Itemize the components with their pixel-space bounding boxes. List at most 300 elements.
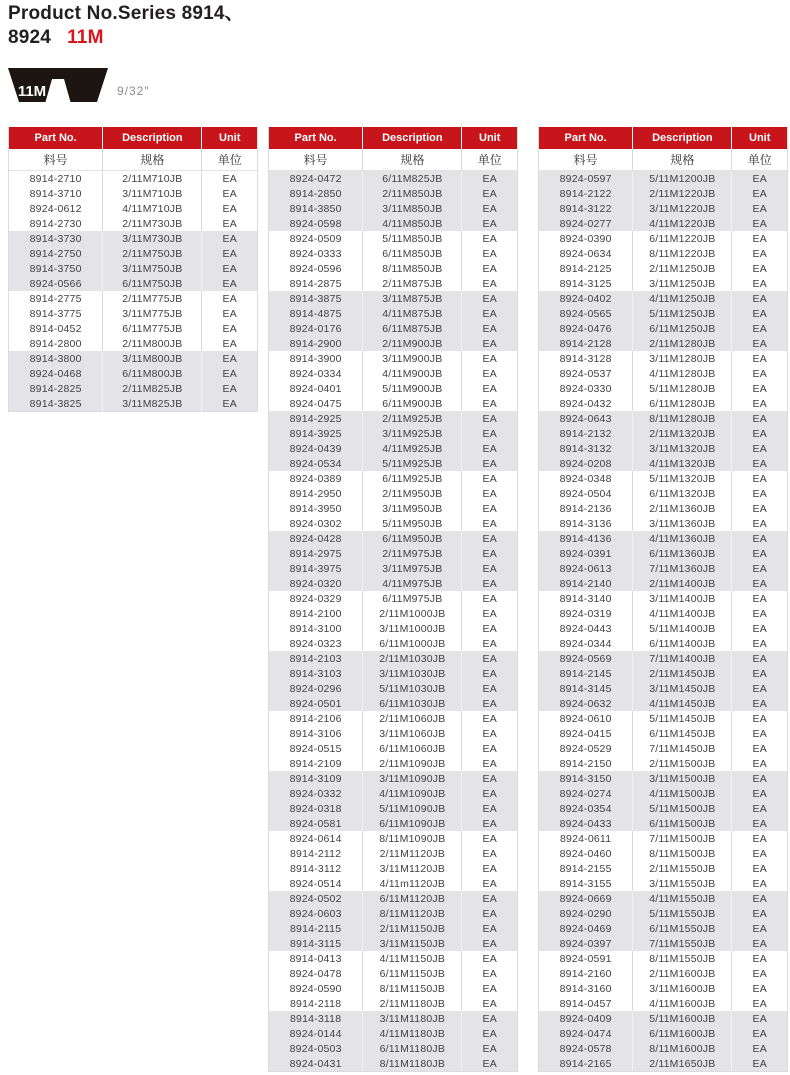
part-no-cell: 8914-2132 <box>539 426 633 441</box>
part-no-cell: 8914-0457 <box>539 996 633 1011</box>
part-no-cell: 8914-0413 <box>269 951 363 966</box>
description-cell: 8/11M1220JB <box>633 246 732 261</box>
description-cell: 6/11M1320JB <box>633 486 732 501</box>
unit-cell: EA <box>222 292 237 305</box>
table-row <box>269 576 517 591</box>
unit-cell: EA <box>752 712 767 725</box>
table-row <box>269 801 517 816</box>
unit-cell: EA <box>222 352 237 365</box>
table-row <box>539 696 787 711</box>
table-row <box>9 201 257 216</box>
unit-cell: EA <box>482 967 497 980</box>
part-no-cell: 8914-3115 <box>269 936 363 951</box>
part-no-cell: 8924-0290 <box>539 906 633 921</box>
description-cell: 4/11M1250JB <box>633 291 732 306</box>
table-row <box>539 981 787 996</box>
table-row <box>539 1011 787 1026</box>
description-cell: 3/11M800JB <box>103 351 202 366</box>
unit-cell: EA <box>752 817 767 830</box>
description-cell: 3/11M1400JB <box>633 591 732 606</box>
unit-cell: EA <box>222 232 237 245</box>
unit-cell: EA <box>752 232 767 245</box>
table-row <box>539 186 787 201</box>
unit-cell: EA <box>482 202 497 215</box>
unit-cell: EA <box>752 577 767 590</box>
col-header-unit: Unit <box>219 132 241 144</box>
unit-cell: EA <box>752 412 767 425</box>
part-no-cell: 8914-2106 <box>269 711 363 726</box>
table-row <box>269 891 517 906</box>
table-row <box>539 861 787 876</box>
part-no-cell: 8914-3710 <box>9 186 103 201</box>
description-cell: 6/11M1280JB <box>633 396 732 411</box>
unit-cell: EA <box>482 697 497 710</box>
description-cell: 6/11M1060JB <box>363 741 462 756</box>
unit-cell: EA <box>752 952 767 965</box>
part-no-cell: 8914-3825 <box>9 396 103 411</box>
description-cell: 3/11M900JB <box>363 351 462 366</box>
description-cell: 8/11M1500JB <box>633 846 732 861</box>
unit-cell: EA <box>752 802 767 815</box>
part-no-cell: 8914-3730 <box>9 231 103 246</box>
table-row <box>539 351 787 366</box>
unit-cell: EA <box>752 517 767 530</box>
part-no-cell: 8924-0348 <box>539 471 633 486</box>
unit-cell: EA <box>482 172 497 185</box>
unit-cell: EA <box>752 1042 767 1055</box>
part-no-cell: 8914-2950 <box>269 486 363 501</box>
description-cell: 2/11M1180JB <box>363 996 462 1011</box>
part-no-cell: 8914-3150 <box>539 771 633 786</box>
description-cell: 8/11M1090JB <box>363 831 462 846</box>
unit-cell: EA <box>752 397 767 410</box>
description-cell: 3/11M1360JB <box>633 516 732 531</box>
part-no-cell: 8924-0514 <box>269 876 363 891</box>
description-cell: 7/11M1500JB <box>633 831 732 846</box>
table-row <box>269 786 517 801</box>
description-cell: 6/11M875JB <box>363 321 462 336</box>
description-cell: 2/11M875JB <box>363 276 462 291</box>
table-row <box>539 231 787 246</box>
table-row <box>539 846 787 861</box>
description-cell: 2/11M1280JB <box>633 336 732 351</box>
table-subheader-row <box>539 149 787 171</box>
table-row <box>539 786 787 801</box>
part-no-cell: 8924-0460 <box>539 846 633 861</box>
unit-cell: EA <box>482 997 497 1010</box>
table-row <box>9 306 257 321</box>
table-row <box>539 276 787 291</box>
table-row <box>269 411 517 426</box>
table-row <box>9 231 257 246</box>
description-cell: 2/11M1120JB <box>363 846 462 861</box>
part-no-cell: 8914-3118 <box>269 1011 363 1026</box>
part-no-cell: 8924-0503 <box>269 1041 363 1056</box>
part-no-cell: 8924-0610 <box>539 711 633 726</box>
table-row <box>539 396 787 411</box>
table-row <box>269 816 517 831</box>
unit-cell: EA <box>752 502 767 515</box>
description-cell: 3/11M875JB <box>363 291 462 306</box>
unit-cell: EA <box>482 517 497 530</box>
part-no-cell: 8914-2730 <box>9 216 103 231</box>
part-no-cell: 8914-3775 <box>9 306 103 321</box>
part-no-cell: 8924-0611 <box>539 831 633 846</box>
unit-cell: EA <box>752 427 767 440</box>
part-no-cell: 8914-3125 <box>539 276 633 291</box>
part-no-cell: 8924-0323 <box>269 636 363 651</box>
part-no-cell: 8924-0443 <box>539 621 633 636</box>
table-row <box>269 261 517 276</box>
part-no-cell: 8924-0472 <box>269 171 363 186</box>
part-no-cell: 8914-3975 <box>269 561 363 576</box>
table-row <box>269 651 517 666</box>
part-no-cell: 8924-0597 <box>539 171 633 186</box>
table-row <box>539 456 787 471</box>
description-cell: 3/11M1600JB <box>633 981 732 996</box>
table-row <box>539 366 787 381</box>
unit-cell: EA <box>752 442 767 455</box>
description-cell: 2/11M750JB <box>103 246 202 261</box>
unit-cell: EA <box>482 847 497 860</box>
part-no-cell: 8924-0581 <box>269 816 363 831</box>
unit-cell: EA <box>482 667 497 680</box>
table-body <box>9 171 257 411</box>
description-cell: 2/11M1250JB <box>633 261 732 276</box>
unit-cell: EA <box>482 457 497 470</box>
unit-cell: EA <box>752 622 767 635</box>
description-cell: 6/11M1120JB <box>363 891 462 906</box>
unit-cell: EA <box>482 727 497 740</box>
description-cell: 2/11M800JB <box>103 336 202 351</box>
table-row <box>539 906 787 921</box>
unit-cell: EA <box>222 202 237 215</box>
table-row <box>269 771 517 786</box>
part-no-cell: 8914-2775 <box>9 291 103 306</box>
unit-cell: EA <box>752 472 767 485</box>
table-row <box>539 726 787 741</box>
unit-cell: EA <box>752 652 767 665</box>
part-no-cell: 8914-2900 <box>269 336 363 351</box>
table-row <box>539 606 787 621</box>
table-row <box>269 561 517 576</box>
unit-cell: EA <box>482 382 497 395</box>
description-cell: 6/11M1000JB <box>363 636 462 651</box>
part-no-cell: 8924-0632 <box>539 696 633 711</box>
description-cell: 2/11M1220JB <box>633 186 732 201</box>
description-cell: 2/11M775JB <box>103 291 202 306</box>
part-no-cell: 8924-0566 <box>9 276 103 291</box>
description-cell: 6/11M750JB <box>103 276 202 291</box>
table-row <box>539 171 787 186</box>
part-no-cell: 8924-0591 <box>539 951 633 966</box>
unit-cell: EA <box>752 172 767 185</box>
description-cell: 4/11M900JB <box>363 366 462 381</box>
table-row <box>269 876 517 891</box>
description-cell: 6/11M850JB <box>363 246 462 261</box>
description-cell: 5/11M1600JB <box>633 1011 732 1026</box>
description-cell: 2/11M1360JB <box>633 501 732 516</box>
table-row <box>269 306 517 321</box>
description-cell: 4/11M975JB <box>363 576 462 591</box>
part-no-cell: 8924-0643 <box>539 411 633 426</box>
description-cell: 3/11M1180JB <box>363 1011 462 1026</box>
description-cell: 2/11M1500JB <box>633 756 732 771</box>
table-row <box>269 606 517 621</box>
description-cell: 5/11M1280JB <box>633 381 732 396</box>
unit-cell: EA <box>752 367 767 380</box>
table-row <box>539 516 787 531</box>
table-row <box>539 801 787 816</box>
table-row <box>269 936 517 951</box>
table-row <box>539 876 787 891</box>
description-cell: 5/11M1250JB <box>633 306 732 321</box>
table-row <box>269 291 517 306</box>
unit-cell: EA <box>482 1027 497 1040</box>
unit-cell: EA <box>752 202 767 215</box>
part-no-cell: 8914-3160 <box>539 981 633 996</box>
table-row <box>269 996 517 1011</box>
parts-table-1 <box>8 127 258 412</box>
description-cell: 2/11M1650JB <box>633 1056 732 1071</box>
table-row <box>9 246 257 261</box>
table-row <box>9 216 257 231</box>
unit-cell: EA <box>752 562 767 575</box>
part-no-cell: 8914-2800 <box>9 336 103 351</box>
table-row <box>269 501 517 516</box>
unit-cell: EA <box>222 217 237 230</box>
unit-cell: EA <box>482 742 497 755</box>
table-row <box>539 201 787 216</box>
table-row <box>269 231 517 246</box>
unit-cell: EA <box>482 937 497 950</box>
unit-cell: EA <box>752 262 767 275</box>
table-row <box>269 201 517 216</box>
part-no-cell: 8914-3109 <box>269 771 363 786</box>
part-no-cell: 8924-0504 <box>539 486 633 501</box>
description-cell: 6/11M1250JB <box>633 321 732 336</box>
table-row <box>539 501 787 516</box>
table-row <box>269 336 517 351</box>
description-cell: 5/11M1400JB <box>633 621 732 636</box>
description-cell: 5/11M925JB <box>363 456 462 471</box>
part-no-cell: 8924-0614 <box>269 831 363 846</box>
description-cell: 2/11M1150JB <box>363 921 462 936</box>
unit-cell: EA <box>222 262 237 275</box>
part-no-cell: 8914-2850 <box>269 186 363 201</box>
unit-cell: EA <box>222 382 237 395</box>
table-row <box>539 411 787 426</box>
part-no-cell: 8924-0329 <box>269 591 363 606</box>
description-cell: 7/11M1550JB <box>633 936 732 951</box>
description-cell: 5/11M1500JB <box>633 801 732 816</box>
table-header-row <box>9 127 257 149</box>
belt-profile-icon <box>8 68 108 103</box>
description-cell: 2/11M1450JB <box>633 666 732 681</box>
table-row <box>269 456 517 471</box>
part-no-cell: 8914-2140 <box>539 576 633 591</box>
unit-cell: EA <box>752 742 767 755</box>
part-no-cell: 8914-3100 <box>269 621 363 636</box>
table-row <box>269 546 517 561</box>
description-cell: 3/11M1250JB <box>633 276 732 291</box>
part-no-cell: 8924-0603 <box>269 906 363 921</box>
description-cell: 8/11M1180JB <box>363 1056 462 1071</box>
description-cell: 6/11M1180JB <box>363 1041 462 1056</box>
unit-cell: EA <box>222 337 237 350</box>
unit-cell: EA <box>222 397 237 410</box>
description-cell: 3/11M1090JB <box>363 771 462 786</box>
part-no-cell: 8914-2128 <box>539 336 633 351</box>
description-cell: 4/11M1090JB <box>363 786 462 801</box>
part-no-cell: 8924-0612 <box>9 201 103 216</box>
table-row <box>539 561 787 576</box>
description-cell: 3/11M1320JB <box>633 441 732 456</box>
table-row <box>539 771 787 786</box>
unit-cell: EA <box>752 277 767 290</box>
col-header-description: Description <box>103 127 202 149</box>
description-cell: 4/11M1550JB <box>633 891 732 906</box>
unit-cell: EA <box>482 877 497 890</box>
unit-cell: EA <box>752 1012 767 1025</box>
table-row <box>539 546 787 561</box>
part-no-cell: 8924-0432 <box>539 396 633 411</box>
description-cell: 5/11M1090JB <box>363 801 462 816</box>
unit-cell: EA <box>482 352 497 365</box>
page-title <box>8 2 244 50</box>
belt-profile-label: 11M <box>17 83 47 100</box>
table-row <box>9 381 257 396</box>
part-no-cell: 8914-0452 <box>9 321 103 336</box>
table-row <box>269 246 517 261</box>
table-row <box>9 336 257 351</box>
table-row <box>269 396 517 411</box>
part-no-cell: 8924-0590 <box>269 981 363 996</box>
description-cell: 4/11m1120JB <box>363 876 462 891</box>
unit-cell: EA <box>222 307 237 320</box>
description-cell: 4/11M850JB <box>363 216 462 231</box>
part-no-cell: 8914-2750 <box>9 246 103 261</box>
table-row <box>539 651 787 666</box>
table-row <box>269 681 517 696</box>
description-cell: 6/11M975JB <box>363 591 462 606</box>
part-no-cell: 8914-2165 <box>539 1056 633 1071</box>
unit-cell: EA <box>482 622 497 635</box>
description-cell: 3/11M950JB <box>363 501 462 516</box>
part-no-cell: 8914-3950 <box>269 501 363 516</box>
table-row <box>539 261 787 276</box>
unit-cell: EA <box>752 832 767 845</box>
description-cell: 4/11M710JB <box>103 201 202 216</box>
description-cell: 3/11M925JB <box>363 426 462 441</box>
unit-cell: EA <box>752 982 767 995</box>
part-no-cell: 8924-0613 <box>539 561 633 576</box>
table-row <box>539 816 787 831</box>
unit-cell: EA <box>482 442 497 455</box>
table-row <box>269 981 517 996</box>
description-cell: 3/11M750JB <box>103 261 202 276</box>
col-subheader-part-cn: 料号 <box>269 149 363 170</box>
description-cell: 6/11M1150JB <box>363 966 462 981</box>
part-no-cell: 8924-0296 <box>269 681 363 696</box>
table-row <box>539 591 787 606</box>
part-no-cell: 8924-0534 <box>269 456 363 471</box>
description-cell: 2/11M1550JB <box>633 861 732 876</box>
table-row <box>9 291 257 306</box>
description-cell: 3/11M710JB <box>103 186 202 201</box>
description-cell: 4/11M1220JB <box>633 216 732 231</box>
table-row <box>269 666 517 681</box>
table-row <box>539 996 787 1011</box>
part-no-cell: 8914-2710 <box>9 171 103 186</box>
part-no-cell: 8924-0409 <box>539 1011 633 1026</box>
description-cell: 2/11M825JB <box>103 381 202 396</box>
description-cell: 6/11M1360JB <box>633 546 732 561</box>
table-row <box>539 471 787 486</box>
part-no-cell: 8924-0277 <box>539 216 633 231</box>
part-no-cell: 8914-2112 <box>269 846 363 861</box>
part-no-cell: 8924-0319 <box>539 606 633 621</box>
unit-cell: EA <box>482 397 497 410</box>
part-no-cell: 8914-2125 <box>539 261 633 276</box>
unit-cell: EA <box>482 502 497 515</box>
table-row <box>269 486 517 501</box>
description-cell: 4/11M1280JB <box>633 366 732 381</box>
unit-cell: EA <box>482 772 497 785</box>
unit-cell: EA <box>752 337 767 350</box>
description-cell: 4/11M1400JB <box>633 606 732 621</box>
part-no-cell: 8924-0428 <box>269 531 363 546</box>
part-no-cell: 8914-3145 <box>539 681 633 696</box>
description-cell: 4/11M1360JB <box>633 531 732 546</box>
unit-cell: EA <box>482 712 497 725</box>
description-cell: 2/11M900JB <box>363 336 462 351</box>
description-cell: 6/11M1500JB <box>633 816 732 831</box>
belt-size-label: 9/32" <box>117 84 150 98</box>
table-row <box>269 756 517 771</box>
description-cell: 2/11M950JB <box>363 486 462 501</box>
unit-cell: EA <box>752 697 767 710</box>
col-subheader-unit-cn: 单位 <box>477 153 502 167</box>
table-row <box>269 531 517 546</box>
unit-cell: EA <box>482 682 497 695</box>
part-no-cell: 8914-4875 <box>269 306 363 321</box>
description-cell: 6/11M950JB <box>363 531 462 546</box>
unit-cell: EA <box>222 367 237 380</box>
description-cell: 5/11M1450JB <box>633 711 732 726</box>
table-row <box>539 1026 787 1041</box>
part-no-cell: 8914-3103 <box>269 666 363 681</box>
part-no-cell: 8924-0509 <box>269 231 363 246</box>
table-row <box>269 696 517 711</box>
part-no-cell: 8924-0332 <box>269 786 363 801</box>
table-row <box>269 711 517 726</box>
description-cell: 2/11M975JB <box>363 546 462 561</box>
table-subheader-row <box>9 149 257 171</box>
part-no-cell: 8924-0389 <box>269 471 363 486</box>
description-cell: 4/11M1500JB <box>633 786 732 801</box>
table-row <box>269 321 517 336</box>
table-row <box>539 681 787 696</box>
unit-cell: EA <box>752 937 767 950</box>
unit-cell: EA <box>752 607 767 620</box>
unit-cell: EA <box>482 277 497 290</box>
description-cell: 5/11M1550JB <box>633 906 732 921</box>
unit-cell: EA <box>482 262 497 275</box>
unit-cell: EA <box>482 982 497 995</box>
table-row <box>539 531 787 546</box>
part-no-cell: 8924-0274 <box>539 786 633 801</box>
